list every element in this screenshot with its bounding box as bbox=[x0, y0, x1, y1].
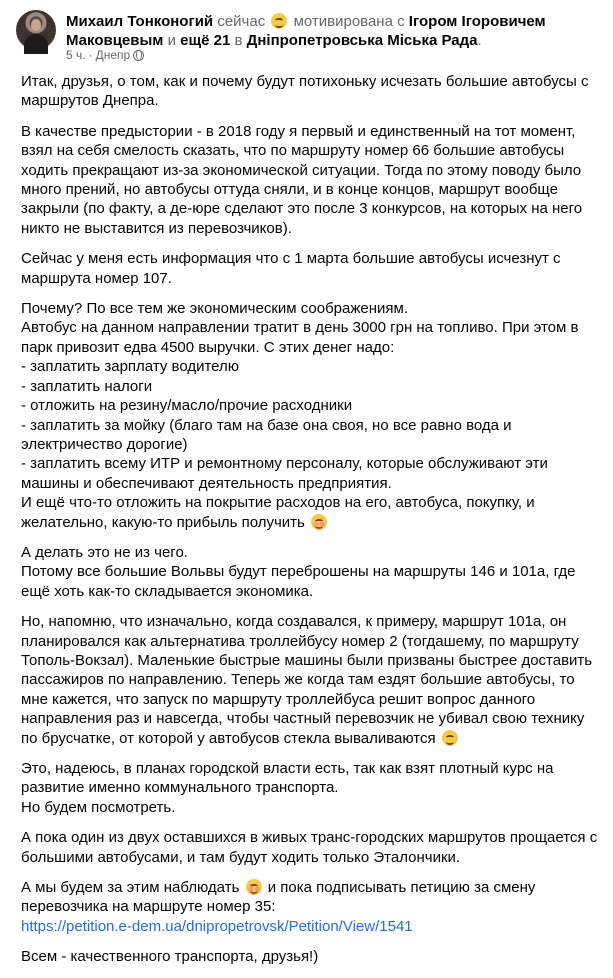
paragraph: Итак, друзья, о том, как и почему будут потихоньку исчезать большие автобусы с маршрутов Днепра. bbox=[21, 73, 589, 110]
author-avatar[interactable] bbox=[16, 10, 56, 50]
paragraph: А делать это не из чего. Потому все большие Вольвы будут переброшены на маршруты 146 и 101а, где ещё хоть как-то складывается экономика. bbox=[21, 543, 576, 600]
and-text: и bbox=[167, 32, 176, 49]
smile-emoji-icon bbox=[311, 514, 327, 530]
post-age[interactable]: 5 ч. bbox=[66, 48, 86, 62]
paragraph: Сейчас у меня есть информация что с 1 марта большие автобусы исчезнут с маршрута номер 107. bbox=[21, 250, 561, 287]
post-meta: 5 ч. · Днепр bbox=[66, 48, 144, 62]
others-link[interactable]: ещё 21 bbox=[180, 32, 231, 49]
smile-emoji-icon bbox=[246, 879, 262, 895]
smile-emoji-icon bbox=[442, 730, 458, 746]
feeling-text: мотивирована с bbox=[293, 13, 405, 30]
petition-text: и пока подписывать петицию за смену перевозчика на маршруте номер 35: bbox=[21, 879, 536, 916]
paragraph bbox=[21, 612, 601, 748]
author-name[interactable]: Михаил Тонконогий bbox=[66, 13, 214, 30]
paragraph-text: А мы будем за этим наблюдать bbox=[21, 879, 240, 897]
time-label: сейчас bbox=[217, 13, 266, 30]
post-body bbox=[21, 72, 601, 978]
paragraph-text: Почему? По все тем же экономическим соображениям. Автобус на данном направлении тратит в день 3000 грн на топливо. При этом в парк привозит едва 4500 выручки. С этих денег надо: - заплатить зарплату водителю - заплатить налоги - отложить на резину/масло/прочие расходники - заплатить за мойку (благо там на базе она своя, но все равно вода и электричество дорогие) - заплатить всему ИТР и ремонтному персоналу, которые обслуживают эти машины и обеспечивают деятельность предприятия. И ещё что-то отложить на покрытие расходов на его, автобуса, покупку, и желательно, какую-то прибыль получить bbox=[21, 300, 579, 531]
smile-emoji-icon bbox=[271, 13, 287, 29]
globe-icon bbox=[133, 50, 144, 61]
paragraph bbox=[21, 878, 601, 936]
paragraph: В качестве предыстории - в 2018 году я первый и единственный на тот момент, взял на себя смелость сказать, что по маршруту номер 66 большие автобусы ходить прекращают из-за экономической ситуации. Тогда по этому поводу было много прений, но автобусы оттуда сняли, и в конце концов, маршрут вообще закрыли (по факту, а де-юре сделают это после 3 конкурсов, на которых на него никто не выставится из перевозчиков). bbox=[21, 122, 583, 237]
tagged-person-link[interactable]: Ігором Ігоровичем Маковцевым bbox=[66, 13, 546, 49]
post-headline: Михаил Тонконогий сейчас мотивирована с Ігором Ігоровичем Маковцевым и ещё 21 в Дніпропетровська Міська Рада. bbox=[66, 13, 546, 49]
post-header bbox=[16, 4, 606, 62]
post-location[interactable]: Днепр bbox=[95, 48, 131, 62]
place-link[interactable]: Дніпропетровська Міська Рада bbox=[246, 32, 478, 49]
petition-link[interactable]: https://petition.e-dem.ua/dnipropetrovsk/Petition/View/1541 bbox=[21, 917, 413, 935]
in-text: в bbox=[234, 32, 243, 49]
paragraph: Всем - качественного транспорта, друзья!) bbox=[21, 948, 319, 966]
paragraph: А пока один из двух оставшихся в живых транс-городских маршрутов прощается с большими автобусами, и там будут ходить только Эталончики. bbox=[21, 829, 598, 866]
paragraph: Это, надеюсь, в планах городской власти есть, так как взят плотный курс на развитие именно коммунального транспорта. Но будем посмотреть. bbox=[21, 760, 554, 816]
paragraph-text: Но, напомню, что изначально, когда создавался, к примеру, маршрут 101а, он планировался как альтернатива троллейбусу номер 2 (тогдашему, по маршруту Тополь-Вокзал). Маленькие быстрые машины были призваны быстрее доставить пассажиров по направлению. Теперь же когда там ездят большие автобусы, то мне кажется, что запуск по маршруту троллейбуса решит вопрос данного направления раз и навсегда, чтобы частный перевозчик не убивал свою технику по брусчатке, от которой у автобусов стекла вываливаются bbox=[21, 613, 593, 747]
paragraph bbox=[21, 299, 601, 532]
